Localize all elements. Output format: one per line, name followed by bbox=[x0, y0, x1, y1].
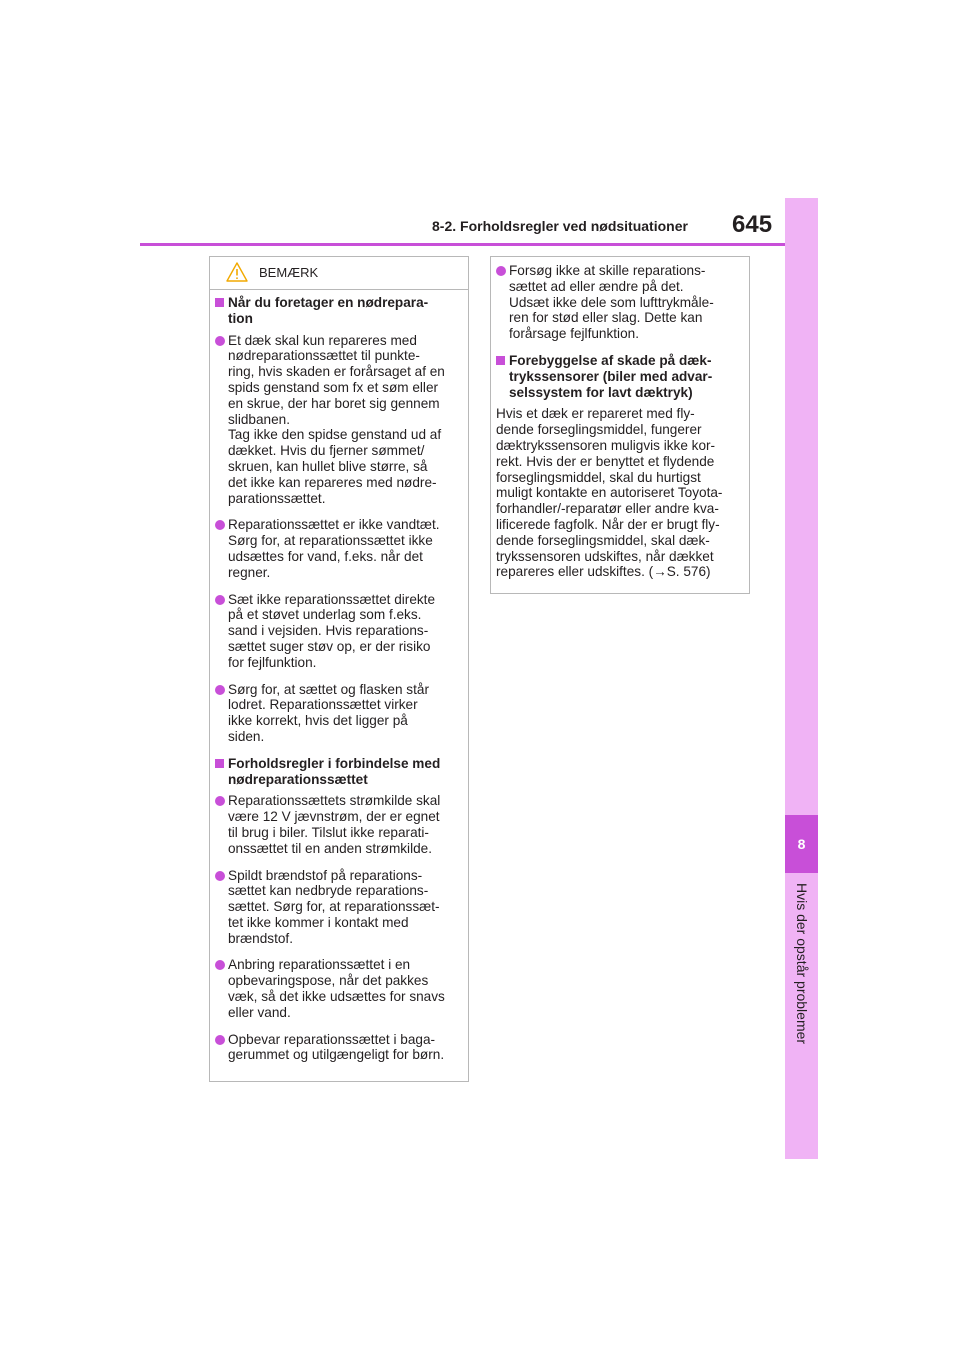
bullet-item bbox=[215, 1032, 458, 1064]
chapter-number: 8 bbox=[797, 836, 806, 852]
sub-heading bbox=[496, 353, 739, 400]
notice-label: BEMÆRK bbox=[259, 265, 319, 280]
bullet-item bbox=[215, 868, 458, 947]
bullet-text: Forsøg ikke at skille reparations- sættet ad eller ændre på det. Udsæt ikke dele som lufttrykmåle- ren for stød eller slag. Dette kan forårsage fejlfunktion. bbox=[509, 263, 714, 342]
circle-bullet-icon bbox=[215, 796, 225, 806]
sub-heading-text: Forebyggelse af skade på dæk- trykssensorer (biler med advar- selssystem for lavt dæktryk) bbox=[509, 352, 713, 400]
circle-bullet-icon bbox=[215, 685, 225, 695]
bullet-text: Sæt ikke reparationssættet direkte på et støvet underlag som f.eks. sand i vejsiden. Hvis reparations- sættet suger støv op, er der risiko for fejlfunktion. bbox=[228, 591, 436, 670]
sub-heading-text: Forholdsregler i forbindelse med nødreparationssættet bbox=[228, 755, 441, 787]
circle-bullet-icon bbox=[215, 520, 225, 530]
bullet-text: Spildt brændstof på reparations- sættet kan nedbryde reparations- sættet. Sørg for, at reparationssæt- tet ikke kommer i kontakt med brændstof. bbox=[228, 867, 440, 946]
sub-heading bbox=[215, 295, 458, 327]
paragraph: Hvis et dæk er repareret med fly- dende forseglingsmiddel, fungerer dæktrykssensoren muligvis ikke kor- rekt. Hvis der er benyttet et flydende forseglingsmiddel, skal du hurtigst muligt kontakte en autoriseret Toyota- forhandler/-reparatør eller andre kva- lificerede fagfolk. Når der er brugt fly- dende forseglingsmiddel, skal dæk- trykssensoren udskiftes, når dækket repareres eller udskiftes. (→S. 576) bbox=[496, 406, 723, 580]
bullet-item bbox=[215, 592, 458, 671]
bullet-item bbox=[215, 333, 458, 507]
circle-bullet-icon bbox=[215, 1035, 225, 1045]
bullet-text: Anbring reparationssættet i en opbevaringspose, når det pakkes væk, så det ikke udsættes for snavs eller vand. bbox=[228, 957, 445, 1020]
warning-triangle-icon bbox=[226, 262, 248, 282]
circle-bullet-icon bbox=[215, 871, 225, 881]
circle-bullet-icon bbox=[215, 595, 225, 605]
bullet-item bbox=[215, 682, 458, 745]
bullet-item bbox=[215, 793, 458, 856]
notice-box-right bbox=[490, 256, 750, 594]
square-bullet-icon bbox=[215, 298, 224, 307]
notice-content-left bbox=[210, 290, 468, 1063]
header-rule bbox=[140, 243, 785, 246]
bullet-text: Et dæk skal kun repareres med nødreparationssættet til punkte- ring, hvis skaden er forårsaget af en spids genstand som fx et søm eller en skrue, der har boret sig gennem slidbanen. Tag ikke den spidse genstand ud af dækket. Hvis du fjerner sømmet/ skruen, kan hullet blive større, så det ikke kan repareres med nødre- parationssættet. bbox=[228, 332, 445, 506]
circle-bullet-icon bbox=[496, 266, 506, 276]
bullet-text: Opbevar reparationssættet i baga- gerummet og utilgængeligt for børn. bbox=[228, 1031, 445, 1063]
notice-content-right bbox=[491, 257, 749, 580]
bullet-text: Reparationssættets strømkilde skal være 12 V jævnstrøm, der er egnet til brug i biler. Tilslut ikke reparati- onssættet til en anden strømkilde. bbox=[228, 793, 441, 856]
circle-bullet-icon bbox=[215, 960, 225, 970]
bullet-text: Sørg for, at sættet og flasken står lodret. Reparationssættet virker ikke korrekt, hvis det ligger på siden. bbox=[228, 681, 429, 744]
bullet-text: Reparationssættet er ikke vandtæt. Sørg for, at reparationssættet ikke udsættes for vand, f.eks. når det regner. bbox=[228, 517, 440, 580]
bullet-item bbox=[215, 957, 458, 1020]
bullet-item bbox=[496, 263, 739, 342]
notice-header bbox=[210, 257, 468, 290]
notice-box-left bbox=[209, 256, 469, 1082]
circle-bullet-icon bbox=[215, 336, 225, 346]
sub-heading-text: Når du foretager en nødrepara- tion bbox=[228, 295, 429, 326]
square-bullet-icon bbox=[215, 759, 224, 768]
square-bullet-icon bbox=[496, 356, 505, 365]
page-number: 645 bbox=[732, 211, 773, 238]
sub-heading bbox=[215, 756, 458, 788]
bullet-item bbox=[215, 517, 458, 580]
chapter-title: Hvis der opstår problemer bbox=[794, 883, 810, 1045]
section-title: 8-2. Forholdsregler ved nødsituationer bbox=[432, 218, 688, 234]
